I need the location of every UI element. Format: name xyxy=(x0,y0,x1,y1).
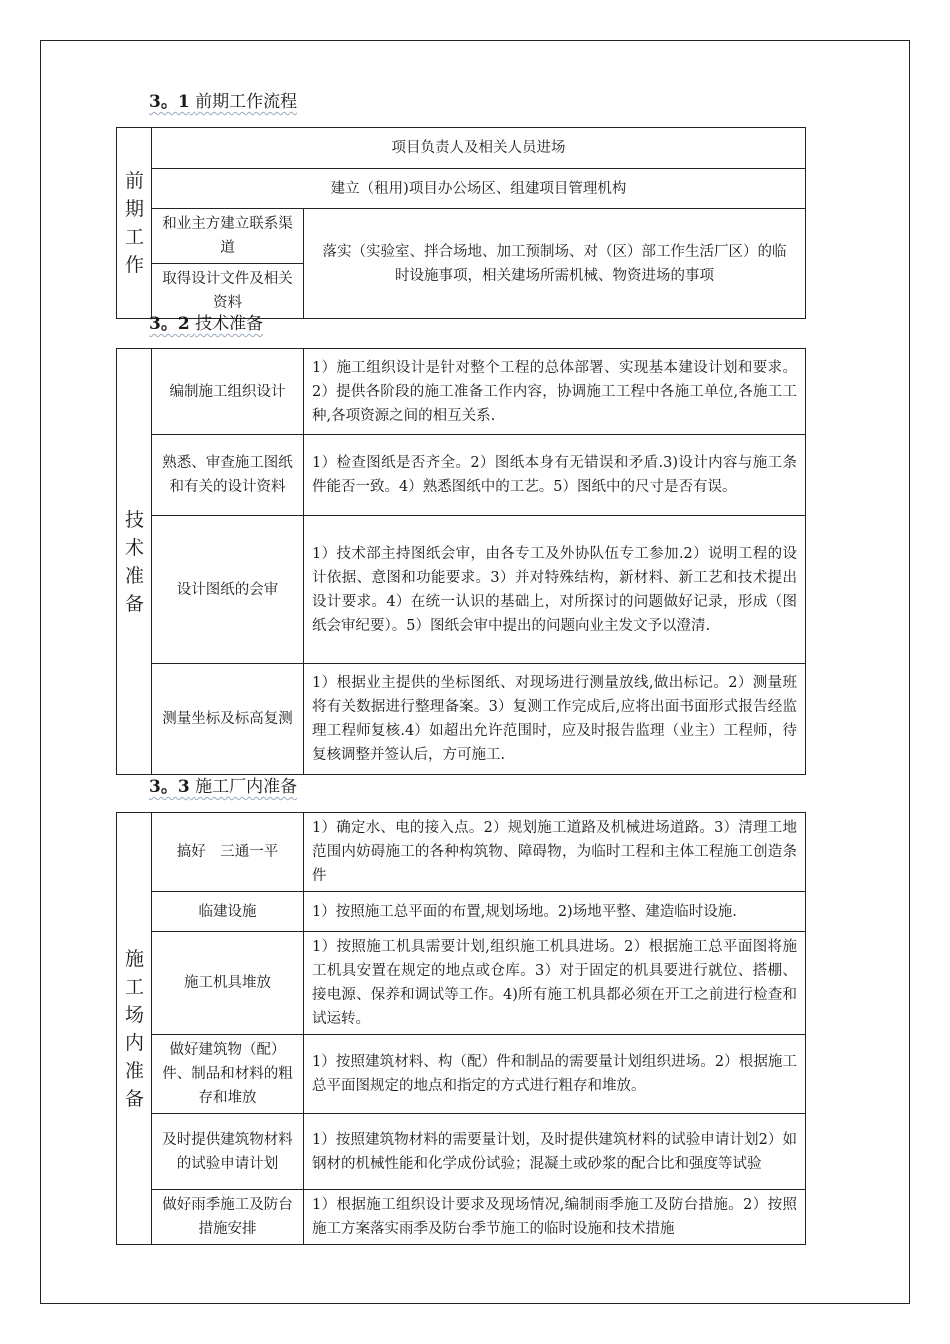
section-heading-3-2 xyxy=(149,313,263,335)
table-row-label: 测量坐标及标高复测 xyxy=(152,664,304,775)
section-title: 施工厂内准备 xyxy=(195,777,298,797)
side-label-technical: 技 术 准 备 xyxy=(117,349,152,775)
table-row-label: 编制施工组织设计 xyxy=(152,349,304,435)
flow-step-personnel: 项目负责人及相关人员进场 xyxy=(152,128,806,169)
table-row-label: 做好雨季施工及防台措施安排 xyxy=(152,1190,304,1245)
table-row-desc: 1）根据业主提供的坐标图纸、对现场进行测量放线,做出标记。2）测量班将有关数据进行整理备案。3）复测工作完成后,应将出面书面形式报告经监理工程师复核.4）如超出允许范围时，应及时报告监理（业主）工程师，待复核调整并签认后，方可施工. xyxy=(304,664,806,775)
flow-step-design-documents: 取得设计文件及相关资料 xyxy=(152,264,304,319)
table-row-label: 临建设施 xyxy=(152,892,304,932)
table-row-label: 做好建筑物（配）件、制品和材料的粗存和堆放 xyxy=(152,1035,304,1114)
table-row-label: 熟悉、审查施工图纸和有关的设计资料 xyxy=(152,435,304,516)
section-number: 3。3 xyxy=(149,777,190,797)
section-heading-3-1 xyxy=(149,91,297,113)
section-title: 前期工作流程 xyxy=(195,92,298,112)
section-number: 3。2 xyxy=(149,314,190,334)
technical-preparation-table xyxy=(116,348,806,775)
flow-step-office: 建立（租用)项目办公场区、组建项目管理机构 xyxy=(152,169,806,209)
section-number: 3。1 xyxy=(149,92,190,112)
side-label-preliminary: 前 期 工 作 xyxy=(117,128,152,319)
table-row-label: 设计图纸的会审 xyxy=(152,516,304,664)
table-row-desc: 1）按照建筑材料、构（配）件和制品的需要量计划组织进场。2）根据施工总平面图规定的地点和指定的方式进行粗存和堆放。 xyxy=(304,1035,806,1114)
table-row-desc: 1）根据施工组织设计要求及现场情况,编制雨季施工及防台措施。2）按照施工方案落实雨季及防台季节施工的临时设施和技术措施 xyxy=(304,1190,806,1245)
section-heading-3-3 xyxy=(149,776,297,798)
table-row-label: 搞好 三通一平 xyxy=(152,813,304,892)
flow-step-owner-contact: 和业主方建立联系渠道 xyxy=(152,209,304,264)
table-row-desc: 1）按照施工总平面的布置,规划场地。2)场地平整、建造临时设施. xyxy=(304,892,806,932)
table-row-desc: 1）按照施工机具需要计划,组织施工机具进场。2）根据施工总平面图将施工机具安置在规定的地点或仓库。3）对于固定的机具要进行就位、搭棚、接电源、保养和调试等工作。4)所有施工机具都必须在开工之前进行检查和试运转。 xyxy=(304,932,806,1035)
site-preparation-table xyxy=(116,812,806,1245)
preliminary-work-table xyxy=(116,127,806,319)
table-row-label: 施工机具堆放 xyxy=(152,932,304,1035)
table-row-desc: 1）按照建筑物材料的需要量计划，及时提供建筑材料的试验申请计划2）如钢材的机械性能和化学成份试验；混凝土或砂浆的配合比和强度等试验 xyxy=(304,1114,806,1190)
table-row-desc: 1）确定水、电的接入点。2）规划施工道路及机械进场道路。3）清理工地范围内妨碍施工的各种构筑物、障碍物，为临时工程和主体工程施工创造条件 xyxy=(304,813,806,892)
table-row-label: 及时提供建筑物材料的试验申请计划 xyxy=(152,1114,304,1190)
table-row-desc: 1）施工组织设计是针对整个工程的总体部署、实现基本建设计划和要求。2）提供各阶段的施工准备工作内容，协调施工工程中各施工单位,各施工工种,各项资源之间的相互关系. xyxy=(304,349,806,435)
table-row-desc: 1）技术部主持图纸会审，由各专工及外协队伍专工参加.2）说明工程的设计依据、意图和功能要求。3）并对特殊结构，新材料、新工艺和技术提出设计要求。4）在统一认识的基础上，对所探讨的问题做好记录，形成（图纸会审纪要）。5）图纸会审中提出的问题向业主发文予以澄清. xyxy=(304,516,806,664)
side-label-site: 施 工 场 内 准 备 xyxy=(117,813,152,1245)
section-title: 技术准备 xyxy=(195,314,264,334)
table-row-desc: 1）检查图纸是否齐全。2）图纸本身有无错误和矛盾.3)设计内容与施工条件能否一致。4）熟悉图纸中的工艺。5）图纸中的尺寸是否有误。 xyxy=(304,435,806,516)
flow-step-temporary-facilities: 落实（实验室、拌合场地、加工预制场、对（区）部工作生活厂区）的临时设施事项，相关建场所需机械、物资进场的事项 xyxy=(304,209,806,319)
